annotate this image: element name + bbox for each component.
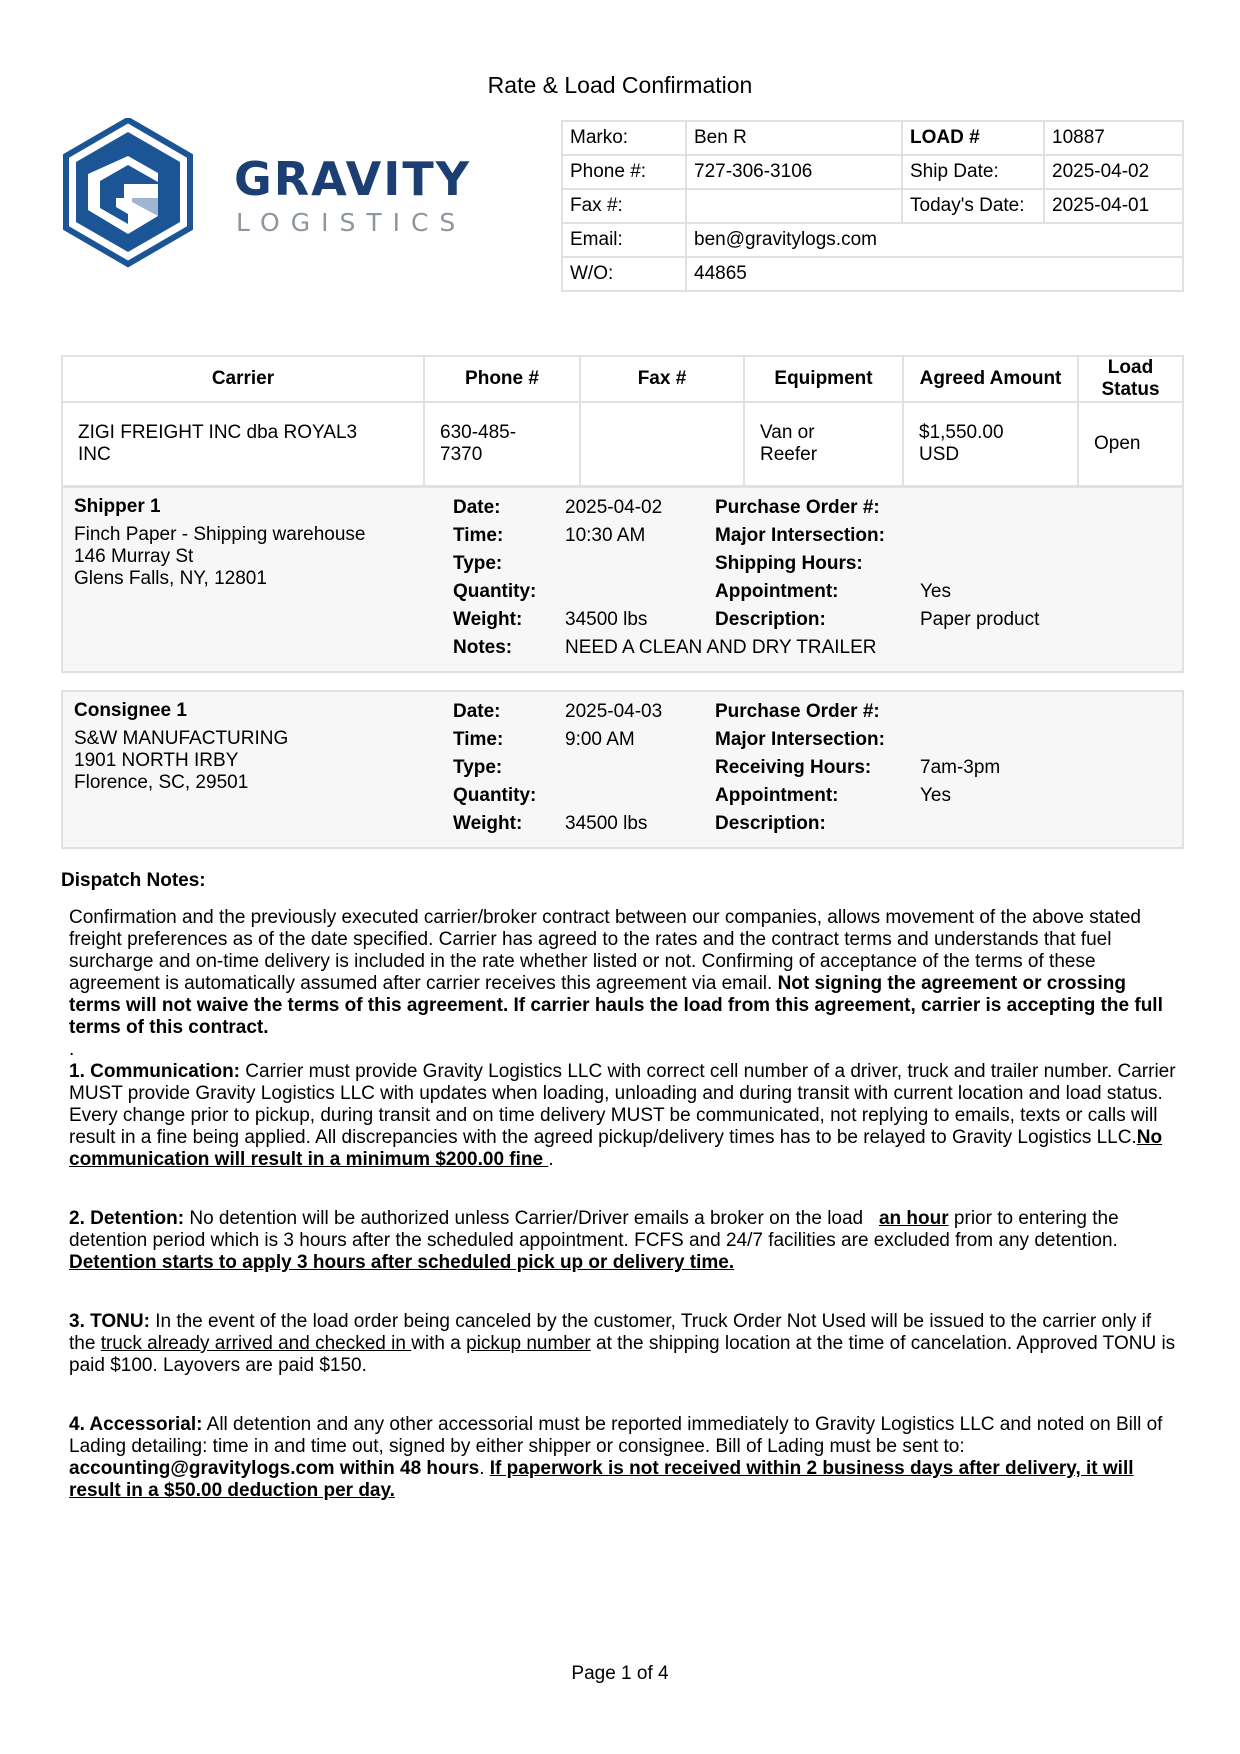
- date-value: 2025-04-02: [565, 497, 663, 518]
- shipper-address-line: 146 Murray St: [74, 546, 194, 567]
- company-logo: [62, 118, 472, 268]
- clause-text: In the event of the load order being canceled by the customer, Truck Order Not Used will be issued to the carrier only if the: [69, 1311, 1152, 1354]
- clause-title: 1. Communication:: [69, 1061, 241, 1082]
- receiving-hours-label: Receiving Hours:: [715, 757, 872, 778]
- todays-date-label: Today's Date:: [902, 189, 1044, 223]
- type-label: Type:: [453, 757, 503, 778]
- marko-label: Marko:: [562, 121, 686, 155]
- dispatch-notes-heading: Dispatch Notes:: [61, 870, 206, 891]
- clause-text: All detention and any other accessorial must be reported immediately to Gravity Logistics LLC and noted on Bill of Lading detailing: time in and time out, signed by either shipper or consignee. Bill of Lading must be sent to:: [69, 1414, 1163, 1457]
- clause-text: Carrier must provide Gravity Logistics LLC with correct cell number of a driver, truck and trailer number. Carrier MUST provide Gravity Logistics LLC with updates when loading, unloading and during transit with current location and load status. Every change prior to pickup, during transit and on time delivery MUST be communicated, not replying to emails, texts or calls will result in a fine being applied. All discrepancies with the agreed pickup/delivery times has to be relayed to Gravity Logistics LLC.: [69, 1061, 1176, 1148]
- consignee-section: [61, 690, 1184, 849]
- appointment-value: Yes: [920, 785, 951, 806]
- clause-penalty: Detention starts to apply 3 hours after scheduled pick up or delivery time.: [69, 1252, 735, 1273]
- po-label: Purchase Order #:: [715, 701, 880, 722]
- load-number-label: LOAD #: [902, 121, 1044, 155]
- phone-header: Phone #: [424, 356, 580, 402]
- consignee-address-line: Florence, SC, 29501: [74, 772, 249, 793]
- intersection-label: Major Intersection:: [715, 525, 885, 546]
- dispatch-intro: [69, 907, 1181, 1039]
- communication-clause: [69, 1061, 1181, 1171]
- carrier-name-line: ZIGI FREIGHT INC dba ROYAL3: [78, 422, 358, 443]
- time-value: 10:30 AM: [565, 525, 646, 546]
- equipment-line: Reefer: [760, 444, 818, 465]
- receiving-hours-value: 7am-3pm: [920, 757, 1001, 778]
- clause-title: 4. Accessorial:: [69, 1414, 203, 1435]
- consignee-address-line: S&W MANUFACTURING: [74, 728, 289, 749]
- load-status-header: Load Status: [1078, 356, 1183, 402]
- clause-text: prior to entering the detention period which is 3 hours after the scheduled appointment. FCFS and 24/7 facilities are excluded from any detention.: [69, 1208, 1119, 1251]
- dispatch-notes-body: [69, 907, 1181, 1502]
- clause-text: No detention will be authorized unless Carrier/Driver emails a broker on the load: [184, 1208, 879, 1229]
- quantity-label: Quantity:: [453, 785, 537, 806]
- clause-penalty: If paperwork is not received within 2 business days after delivery, it will result in a $50.00 deduction per day.: [69, 1458, 1134, 1501]
- carrier-name-line: INC: [78, 444, 111, 465]
- description-value: Paper product: [920, 609, 1040, 630]
- time-value: 9:00 AM: [565, 729, 635, 750]
- equipment-header: Equipment: [744, 356, 903, 402]
- clause-title: 3. TONU:: [69, 1311, 150, 1332]
- notes-label: Notes:: [453, 637, 513, 658]
- ship-date-label: Ship Date:: [902, 155, 1044, 189]
- weight-value: 34500 lbs: [565, 813, 648, 834]
- shipper-address-line: Glens Falls, NY, 12801: [74, 568, 267, 589]
- shipper-section: [61, 486, 1184, 673]
- marko-value: Ben R: [686, 121, 902, 155]
- detention-clause: [69, 1208, 1181, 1274]
- description-label: Description:: [715, 609, 826, 630]
- clause-end: .: [548, 1149, 554, 1170]
- quantity-label: Quantity:: [453, 581, 537, 602]
- page-number: Page 1 of 4: [571, 1663, 669, 1684]
- carrier-phone-line: 7370: [440, 444, 483, 465]
- intro-bold-text: Not signing the agreement or crossing terms will not waive the terms of this agreement. If carrier hauls the load from this agreement, carrier is accepting the full terms of this contract.: [69, 973, 1163, 1038]
- carrier-fax-cell: [580, 402, 744, 486]
- consignee-address-line: 1901 NORTH IRBY: [74, 750, 239, 771]
- notes-value: NEED A CLEAN AND DRY TRAILER: [565, 637, 877, 658]
- tonu-clause: [69, 1311, 1181, 1377]
- carrier-phone-line: 630-485-: [440, 422, 517, 443]
- date-value: 2025-04-03: [565, 701, 663, 722]
- page-title: Rate & Load Confirmation: [487, 72, 753, 98]
- wo-label: W/O:: [562, 257, 686, 291]
- email-value: ben@gravitylogs.com: [686, 223, 1183, 257]
- fax-value: [686, 189, 902, 223]
- weight-label: Weight:: [453, 813, 523, 834]
- gravity-hexagon-icon: [62, 118, 222, 268]
- clause-underline: pickup number: [466, 1333, 591, 1354]
- logo-wordmark: GRAVITY: [234, 152, 472, 206]
- load-number-value: 10887: [1044, 121, 1183, 155]
- consignee-address-block: [74, 700, 414, 794]
- intro-text: Confirmation and the previously executed carrier/broker contract between our companies, allows movement of the above stated freight preferences as of the date specified. Carrier has agreed to the rates and the contract terms and understands that fuel surcharge and on-time delivery is included in the rate whether listed or not. Confirming of acceptance of the terms of these agreement is automatically assumed after carrier receives this agreement via email.: [69, 907, 1141, 994]
- amount-line: $1,550.00: [919, 422, 1004, 443]
- ship-date-value: 2025-04-02: [1044, 155, 1183, 189]
- time-label: Time:: [453, 525, 504, 546]
- description-label: Description:: [715, 813, 826, 834]
- weight-value: 34500 lbs: [565, 609, 648, 630]
- po-label: Purchase Order #:: [715, 497, 880, 518]
- appointment-label: Appointment:: [715, 581, 839, 602]
- equipment-cell: [744, 402, 903, 486]
- clause-title: 2. Detention:: [69, 1208, 185, 1229]
- clause-penalty: No communication will result in a minimum $200.00 fine: [69, 1127, 1163, 1170]
- shipper-address-line: Finch Paper - Shipping warehouse: [74, 524, 366, 545]
- accounting-email: accounting@gravitylogs.com within 48 hours: [69, 1458, 480, 1479]
- date-label: Date:: [453, 701, 501, 722]
- fax-header: Fax #: [580, 356, 744, 402]
- fax-label: Fax #:: [562, 189, 686, 223]
- type-label: Type:: [453, 553, 503, 574]
- equipment-line: Van or: [760, 422, 815, 443]
- table-row: [62, 402, 1183, 486]
- amount-line: USD: [919, 444, 960, 465]
- shipping-hours-label: Shipping Hours:: [715, 553, 863, 574]
- agreed-amount-header: Agreed Amount: [903, 356, 1078, 402]
- time-label: Time:: [453, 729, 504, 750]
- carrier-header: Carrier: [62, 356, 424, 402]
- shipper-address-block: [74, 496, 414, 590]
- agreed-amount-cell: [903, 402, 1078, 486]
- load-status-cell: Open: [1078, 402, 1183, 486]
- weight-label: Weight:: [453, 609, 523, 630]
- wo-value: 44865: [686, 257, 1183, 291]
- intersection-label: Major Intersection:: [715, 729, 885, 750]
- clause-emphasis: an hour: [878, 1208, 949, 1229]
- consignee-title: Consignee 1: [74, 700, 187, 721]
- clause-underline: truck already arrived and checked in: [100, 1333, 412, 1354]
- phone-value: 727-306-3106: [686, 155, 902, 189]
- clause-text: at the shipping location at the time of cancelation. Approved TONU is paid $100. Layovers are paid $150.: [69, 1333, 1176, 1376]
- accessorial-clause: [69, 1414, 1181, 1502]
- clause-text: with a: [411, 1333, 467, 1354]
- carrier-name-cell: [62, 402, 424, 486]
- shipper-title: Shipper 1: [74, 496, 161, 517]
- carrier-phone-cell: [424, 402, 580, 486]
- date-label: Date:: [453, 497, 501, 518]
- appointment-value: Yes: [920, 581, 951, 602]
- carrier-table: [61, 355, 1184, 487]
- separator-dot: .: [69, 1039, 75, 1060]
- load-info-table: [561, 120, 1184, 292]
- email-label: Email:: [562, 223, 686, 257]
- appointment-label: Appointment:: [715, 785, 839, 806]
- clause-text: .: [479, 1458, 490, 1479]
- logo-subtitle: LOGISTICS: [236, 208, 467, 237]
- todays-date-value: 2025-04-01: [1044, 189, 1183, 223]
- phone-label: Phone #:: [562, 155, 686, 189]
